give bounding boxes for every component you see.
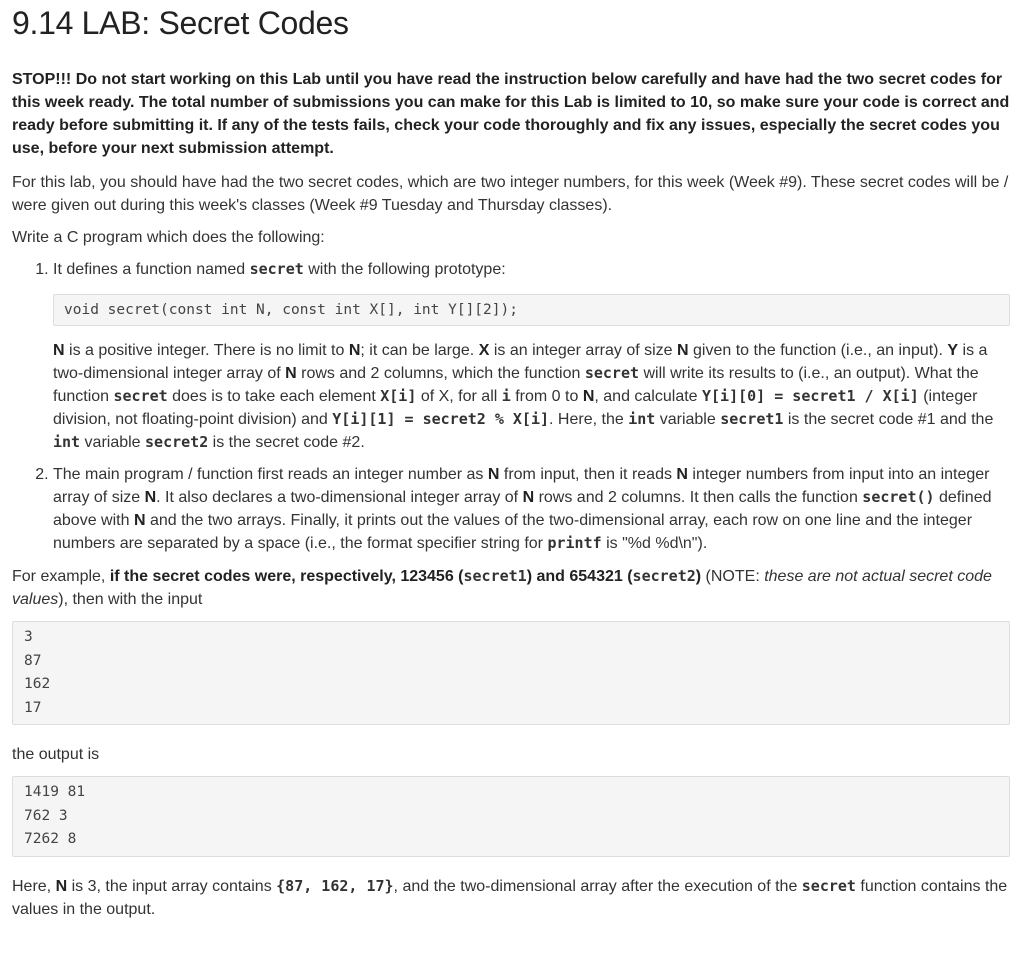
text: is 3, the input array contains — [67, 877, 277, 895]
text: Y — [947, 342, 959, 359]
requirement-1-lead — [53, 258, 1010, 281]
prototype-code-block: void secret(const int N, const int X[], int Y[][2]); — [53, 294, 1010, 326]
text: ; it can be large. — [360, 342, 479, 359]
text: if the secret codes were, respectively, 123456 ( — [109, 568, 464, 585]
inline-code: secret() — [862, 488, 935, 506]
text: N — [55, 877, 68, 895]
text: variable — [655, 411, 721, 428]
text: and the two arrays. Finally, it prints out the values of the two-dimensional array, each row on one line and the integer numbers are separated by a space (i.e., the format specifier string for — [53, 512, 973, 552]
text: does is to take each element — [167, 388, 381, 405]
text: ) and 654321 ( — [526, 568, 633, 585]
inline-code: secret2 — [632, 567, 696, 585]
text: N — [676, 466, 688, 483]
stop-warning-text: STOP!!! Do not start working on this Lab until you have read the instruction below carefully and have had the two secret codes for this week ready. The total number of submissions you can make for this Lab is limited to 10, so make sure your code is correct and ready before submitting it. If any of the tests fails, check your code thoroughly and fix any issues, especially the secret codes you use, before your next submission attempt. — [12, 71, 1010, 157]
task-intro: Write a C program which does the following: — [12, 229, 325, 246]
requirement-2 — [53, 463, 1010, 555]
inline-code: i — [501, 387, 511, 405]
text: rows and 2 columns, which the function — [296, 365, 585, 382]
inline-code: {87, 162, 17} — [276, 876, 394, 895]
text: N — [487, 466, 500, 483]
inline-code: int — [53, 433, 81, 451]
stop-warning — [12, 68, 1010, 160]
text: . Here, the — [549, 411, 629, 428]
example-output-block: 1419 81 762 3 7262 8 — [12, 776, 1010, 857]
text: N — [285, 365, 297, 382]
inline-code: X[i] — [380, 387, 417, 405]
text: (NOTE: — [701, 568, 765, 585]
inline-code: secret — [584, 364, 640, 382]
inline-code: secret — [249, 260, 304, 278]
inline-code: Y[i][0] = secret1 / X[i] — [702, 387, 919, 405]
text: For example, — [12, 568, 110, 585]
text: will write its results to (i.e., an output). What the function — [53, 365, 979, 405]
text: N — [53, 342, 65, 359]
text: . It also declares a two-dimensional integer array of — [156, 489, 523, 506]
text: It defines a function named — [53, 261, 250, 278]
text: defined above with — [53, 489, 992, 529]
inline-code: int — [628, 410, 656, 428]
text: ) — [695, 568, 702, 585]
text: from 0 to — [510, 388, 583, 405]
inline-code: secret1 — [720, 410, 784, 428]
text: N — [348, 342, 361, 359]
text: N — [133, 512, 146, 529]
text: is an integer array of size — [489, 342, 678, 359]
text: N — [582, 388, 595, 405]
text: ), then with the input — [58, 591, 203, 608]
text: variable — [80, 434, 146, 451]
requirements-list — [12, 258, 1010, 555]
text: X — [478, 342, 490, 359]
text: Here, — [12, 877, 56, 895]
text: is the secret code #1 and the — [783, 411, 994, 428]
page-title: 9.14 LAB: Secret Codes — [12, 5, 349, 41]
text: rows and 2 columns. It then calls the function — [534, 489, 863, 506]
inline-code: secret — [113, 387, 168, 405]
requirement-1-description — [53, 339, 1010, 454]
example-paragraph — [12, 565, 1010, 611]
text: function contains the values in the output. — [12, 877, 1008, 918]
inline-code: secret2 — [145, 433, 209, 451]
text: integer numbers from input into an integer array of size — [53, 466, 990, 506]
text: with the following prototype: — [303, 261, 506, 278]
output-label: the output is — [12, 746, 100, 763]
text: , and the two-dimensional array after the execution of the — [393, 877, 802, 895]
intro-paragraph: For this lab, you should have had the two secret codes, which are two integer numbers, for this week (Week #9). These secret codes will be / were given out during this week's classes (Week #9 Tuesday and Thursday classes). — [12, 174, 1009, 214]
text: given to the function (i.e., an input). — [688, 342, 948, 359]
text: , and calculate — [594, 388, 702, 405]
requirement-2-description — [53, 463, 1010, 555]
text: N — [144, 489, 157, 506]
text: (integer division, not floating-point division) and — [53, 388, 978, 428]
text: N — [522, 489, 535, 506]
closing-paragraph — [12, 875, 1010, 921]
example-secret-codes — [110, 568, 701, 585]
text: of X, for all — [416, 388, 502, 405]
text: these are not actual secret code values — [12, 568, 992, 608]
text: is a two-dimensional integer array of — [53, 342, 988, 382]
text: is the secret code #2. — [208, 434, 365, 451]
text: The main program / function first reads an integer number as — [53, 466, 488, 483]
text: from input, then it reads — [499, 466, 677, 483]
text: is "%d %d\n"). — [601, 535, 708, 552]
inline-code: secret1 — [463, 567, 527, 585]
inline-code: printf — [547, 534, 602, 552]
example-input-block: 3 87 162 17 — [12, 621, 1010, 725]
text: is a positive integer. There is no limit to — [64, 342, 349, 359]
inline-code: Y[i][1] = secret2 % X[i] — [332, 410, 550, 428]
inline-code: secret — [801, 876, 856, 895]
requirement-1 — [53, 258, 1010, 454]
text: N — [677, 342, 689, 359]
